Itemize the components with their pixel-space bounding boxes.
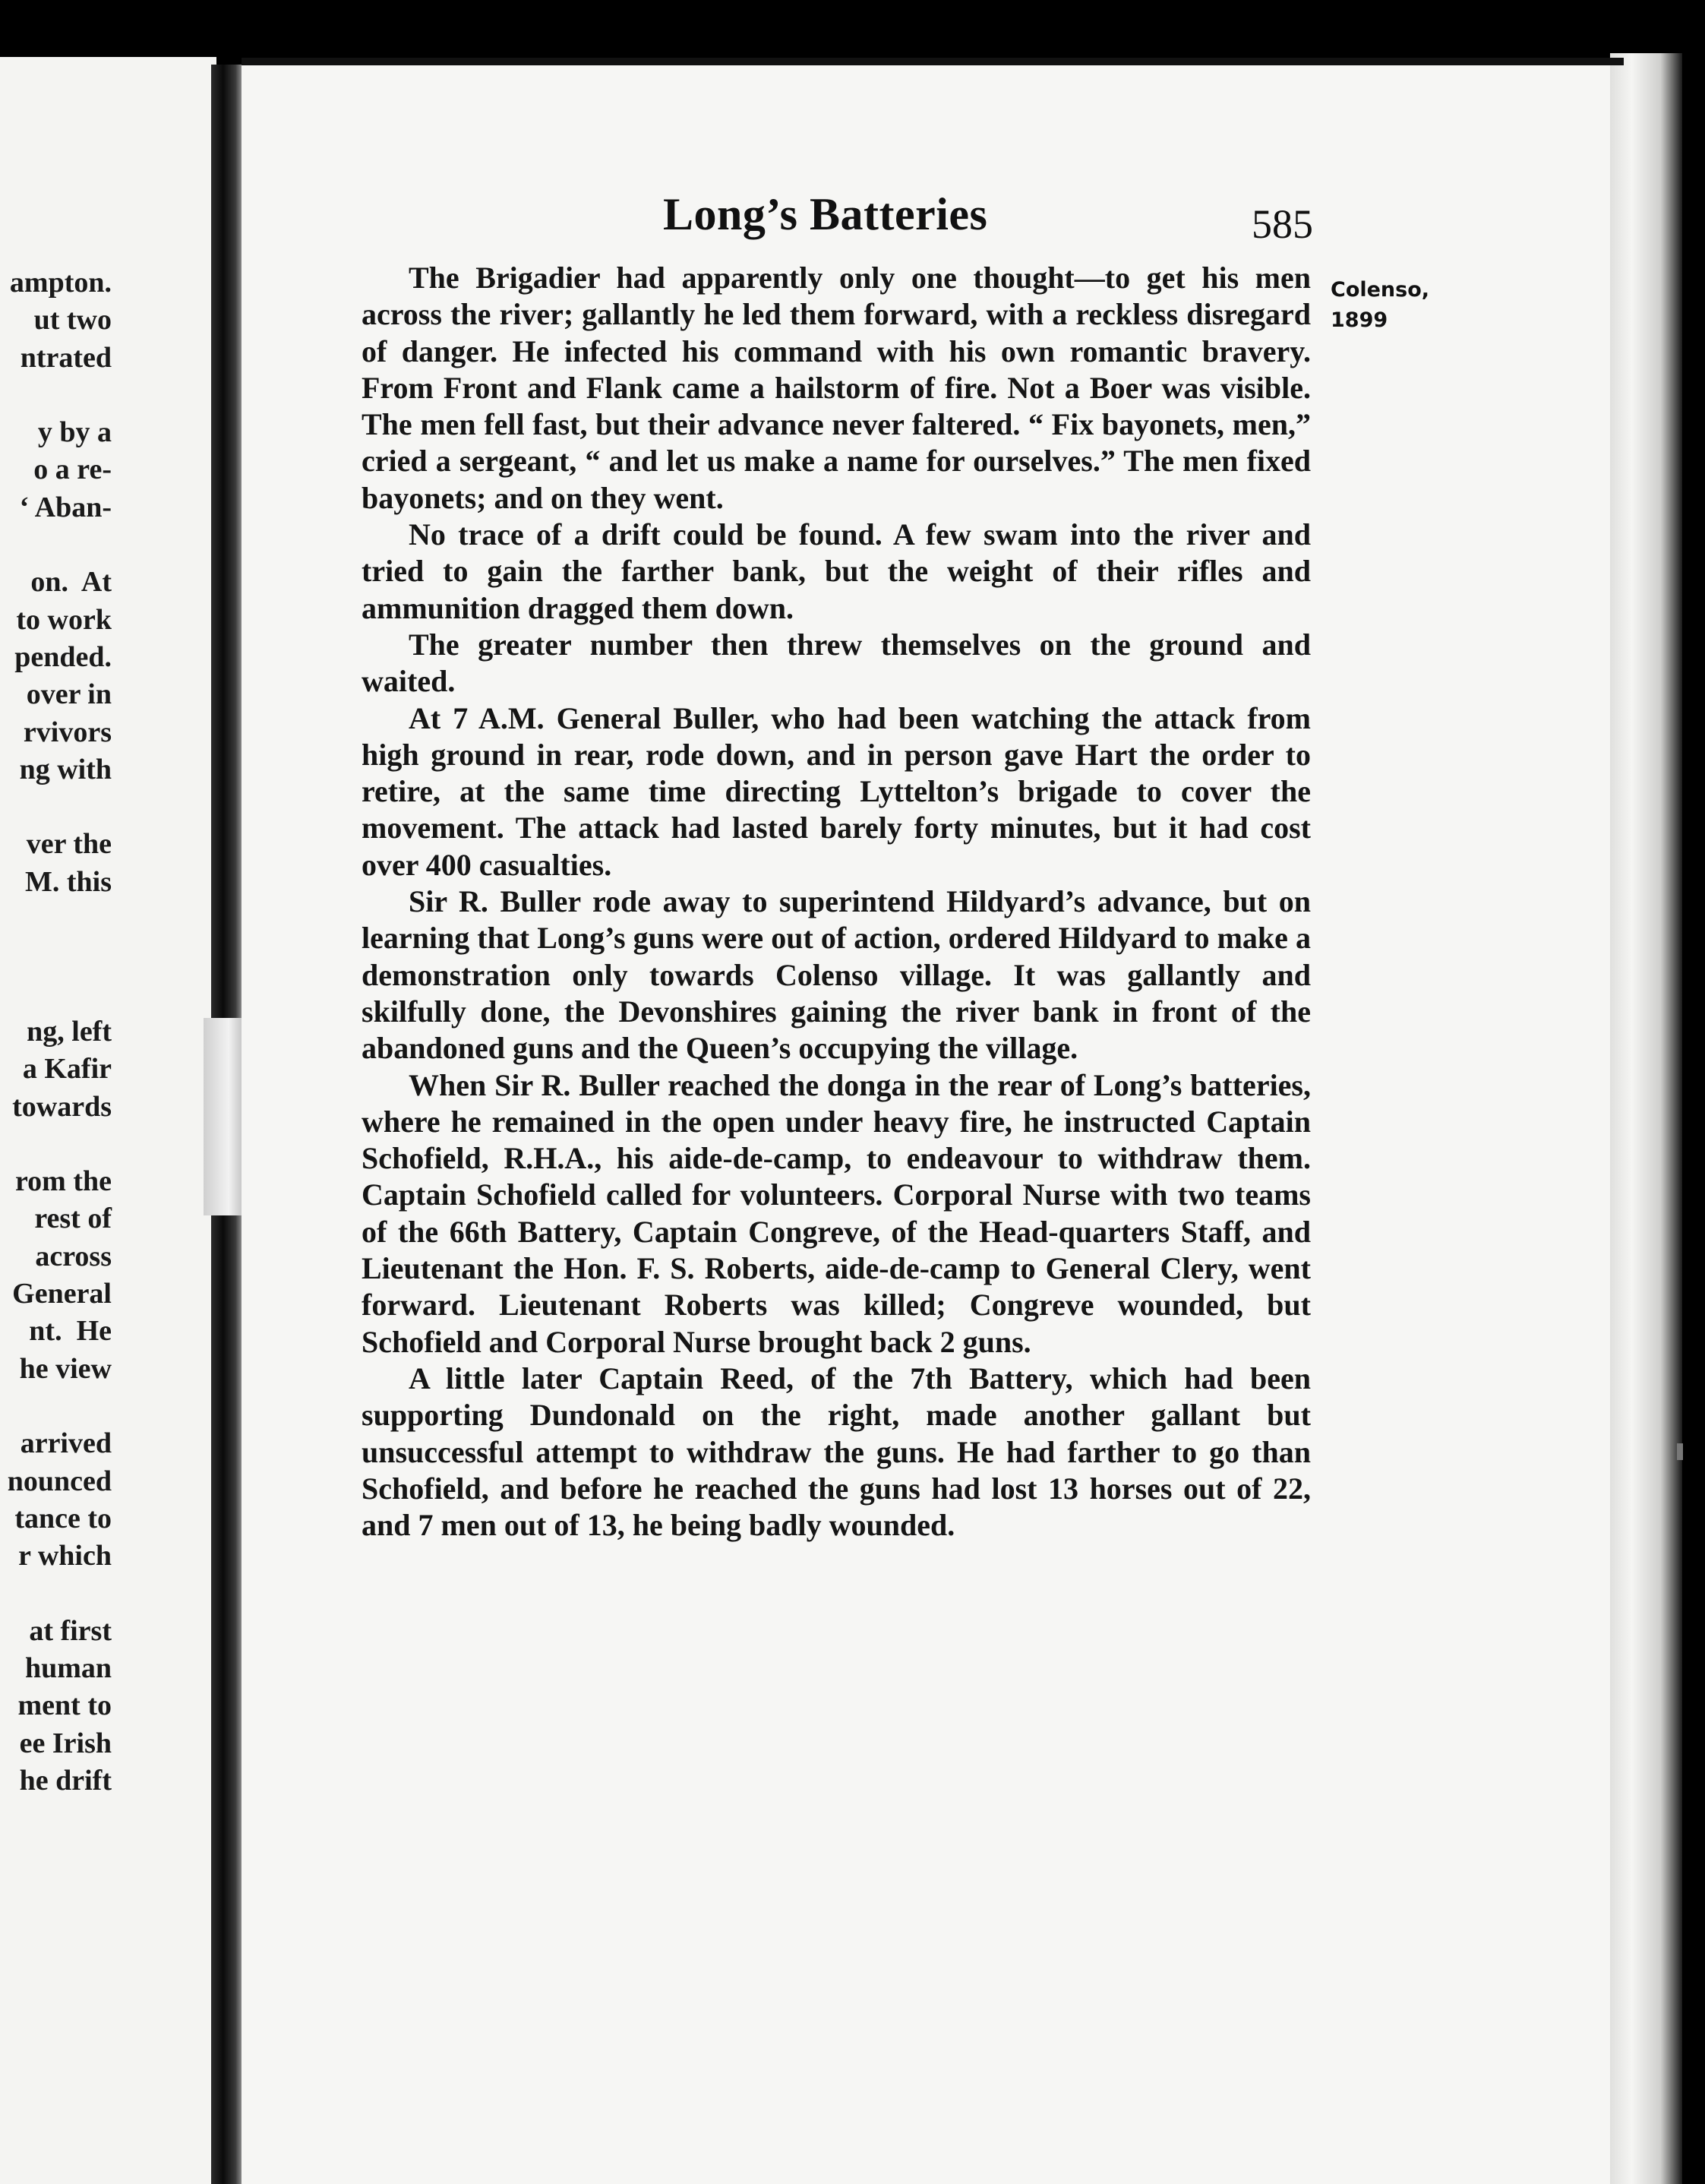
- left-page-line: ntrated: [20, 341, 112, 374]
- left-page-line: [0, 938, 112, 975]
- left-page-line: ee Irish: [19, 1727, 112, 1759]
- left-page-line: rom the: [15, 1165, 112, 1198]
- left-page-line: y by a: [37, 416, 112, 449]
- left-page-line: towards: [12, 1090, 112, 1123]
- paragraph-no-drift: No trace of a drift could be found. A few swam into the river and tried to gain the farther bank, but the weight of their rifles and ammunition dragged them down.: [362, 517, 1311, 625]
- margin-note-year: 1899: [1331, 308, 1388, 332]
- page-edge: [1610, 53, 1682, 2184]
- left-page-line: [0, 1126, 112, 1163]
- edge-mark: [1677, 1443, 1683, 1460]
- left-page-line: he drift: [19, 1764, 112, 1797]
- left-page: [0, 57, 216, 2184]
- left-page-line: to work: [16, 603, 112, 636]
- left-page-line: at first: [29, 1614, 112, 1647]
- left-page-line: [0, 377, 112, 414]
- left-page-line: ng with: [19, 753, 112, 785]
- left-page-line: r which: [18, 1540, 112, 1572]
- paragraph-schofield: When Sir R. Buller reached the donga in the rear of Long’s batteries, where he remained in the open under heavy fire, he instructed Captain Schofield, R.H.A., his aide-de-camp, to endeavour to withdraw them. Captain Schofield called for volunteers. Corporal Nurse with two teams of the 66th Battery, Captain Congreve, of the Head-quarters Staff, and Lieutenant the Hon. F. S. Roberts, aide-de-camp to General Clery, went forward. Lieutenant Roberts was killed; Congreve wounded, but Schofield and Corporal Nurse brought back 2 guns.: [362, 1067, 1311, 1359]
- left-page-line: over in: [26, 678, 112, 711]
- left-page-line: [0, 976, 112, 1013]
- left-page-line: [0, 1388, 112, 1425]
- paragraph-buller-retire: At 7 A.M. General Buller, who had been watching the attack from high ground in rear, rode down, and in person gave Hart the order to retire, at the same time directing Lyttelton’s brigade to cover the movement. The attack had lasted barely forty minutes, but it had cost over 400 casualties.: [362, 700, 1311, 882]
- left-page-line: he view: [19, 1352, 112, 1385]
- left-page-line: tance to: [14, 1502, 112, 1534]
- left-page-line: ampton.: [9, 267, 112, 299]
- paragraph-reed: A little later Captain Reed, of the 7th Battery, which had been supporting Dundonald on the right, made another gallant but unsuccessful attempt to withdraw the guns. He had farther to go than Schofield, and before he reached the guns had lost 13 horses out of 22, and 7 men out of 13, he being badly wounded.: [362, 1361, 1311, 1543]
- left-page-text-fragments: [0, 264, 112, 1800]
- left-page-line: nt. He: [29, 1315, 112, 1348]
- left-page-line: General: [12, 1278, 112, 1310]
- left-page-line: M. this: [25, 865, 112, 898]
- page-number: 585: [1252, 201, 1313, 247]
- left-page-line: o a re-: [33, 454, 112, 486]
- running-head: Long’s Batteries: [663, 189, 988, 239]
- left-page-line: ‘ Aban-: [19, 491, 112, 523]
- left-page-line: [0, 526, 112, 564]
- left-page-line: ng, left: [27, 1015, 112, 1048]
- page-header: [242, 188, 1434, 249]
- left-page-line: pended.: [14, 640, 112, 673]
- left-page-line: ment to: [17, 1689, 112, 1722]
- left-page-line: nounced: [7, 1465, 112, 1497]
- left-page-line: a Kafir: [22, 1053, 112, 1086]
- left-page-line: on. At: [30, 566, 112, 599]
- gutter-highlight: [204, 1018, 245, 1215]
- paragraph-threw-themselves: The greater number then threw themselves on the ground and waited.: [362, 627, 1311, 699]
- left-page-line: human: [24, 1651, 112, 1684]
- left-page-line: rest of: [34, 1203, 112, 1235]
- left-page-line: arrived: [20, 1427, 112, 1460]
- left-page-line: [0, 1575, 112, 1612]
- left-page-line: [0, 789, 112, 826]
- left-page-line: rvivors: [23, 716, 112, 748]
- left-page-line: ut two: [33, 304, 112, 337]
- margin-note: [1331, 275, 1429, 336]
- paragraph-brigadier: The Brigadier had apparently only one thought—to get his men across the river; gallantly he led them forward, with a reckless disregard of danger. He infected his command with his own romantic bravery. From Front and Flank came a hailstorm of fire. Not a Boer was visible. The men fell fast, but their advance never faltered. “ Fix bayonets, men,” cried a sergeant, “ and let us make a name for ourselves.” The men fixed bayonets; and on they went.: [362, 261, 1311, 515]
- paragraph-hildyard: Sir R. Buller rode away to superintend Hildyard’s advance, but on learning that Long’s guns were out of action, ordered Hildyard to make a demonstration only towards Colenso village. It was gallantly and skilfully done, the Devonshires gaining the river bank in front of the abandoned guns and the Queen’s occupying the village.: [362, 884, 1311, 1066]
- margin-note-place: Colenso,: [1331, 278, 1430, 302]
- left-page-line: ver the: [26, 828, 112, 861]
- left-page-line: across: [35, 1240, 112, 1272]
- left-page-line: [0, 901, 112, 938]
- body-text: [362, 260, 1311, 1544]
- page-top-edge: [242, 58, 1624, 65]
